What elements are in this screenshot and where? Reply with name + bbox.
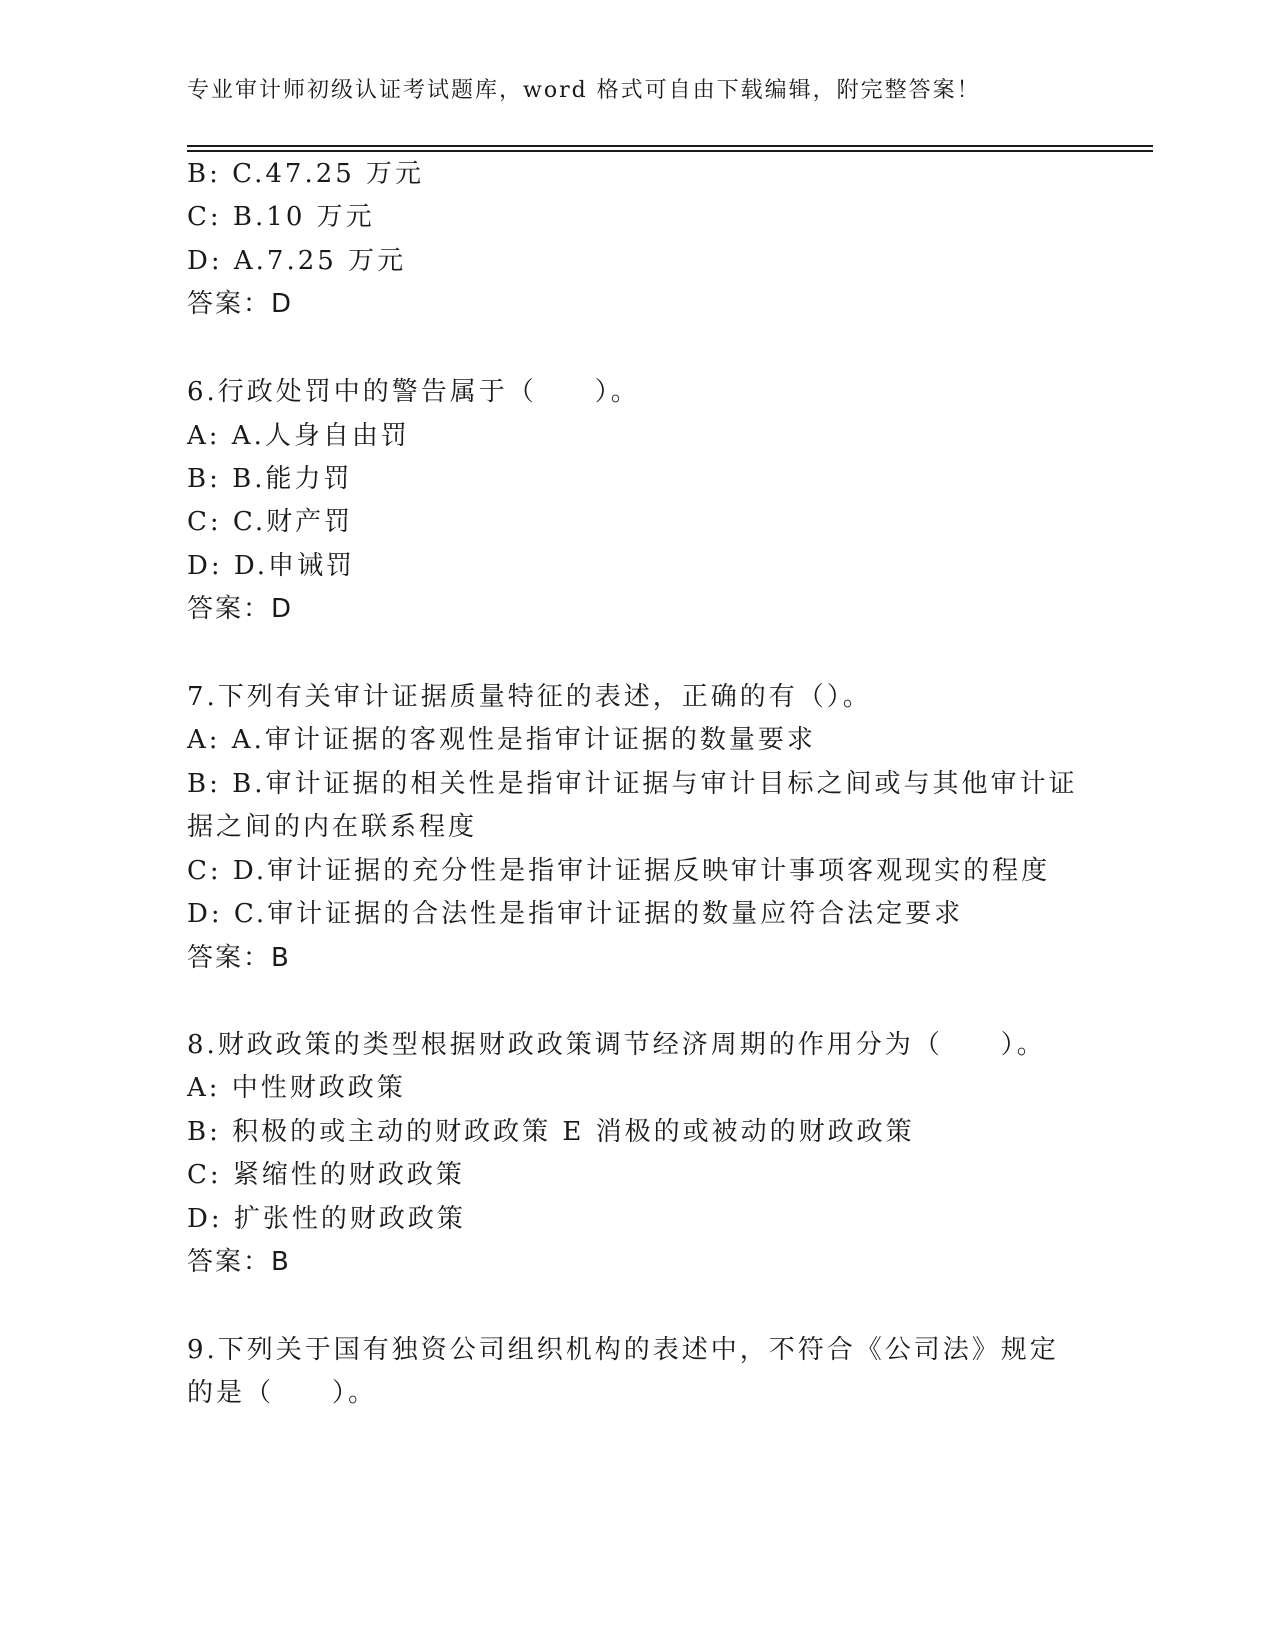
q6-option-d: D: D.申诫罚 xyxy=(187,551,356,581)
q7-option-b: B: B.审计证据的相关性是指审计证据与审计目标之间或与其他审计证 xyxy=(187,769,1078,799)
q7-option-c: C: D.审计证据的充分性是指审计证据反映审计事项客观现实的程度 xyxy=(187,856,1051,886)
q7-option-d: D: C.审计证据的合法性是指审计证据的数量应符合法定要求 xyxy=(187,899,964,929)
q6-option-a: A: A.人身自由罚 xyxy=(187,421,410,451)
header-divider-top xyxy=(187,145,1153,147)
q5-option-c: C: B.10 万元 xyxy=(187,202,375,232)
q5-option-d: D: A.7.25 万元 xyxy=(187,246,407,276)
q8-stem: 8.财政政策的类型根据财政政策调节经济周期的作用分为（ ）。 xyxy=(187,1030,1046,1060)
q9-stem: 9.下列关于国有独资公司组织机构的表述中，不符合《公司法》规定 xyxy=(187,1335,1059,1365)
q5-answer: 答案：D xyxy=(187,289,294,319)
q8-option-c: C: 紧缩性的财政政策 xyxy=(187,1160,465,1190)
q6-answer: 答案：D xyxy=(187,594,294,624)
q5-option-b: B: C.47.25 万元 xyxy=(187,159,425,189)
q7-option-a: A: A.审计证据的客观性是指审计证据的数量要求 xyxy=(187,725,816,755)
header-divider-bottom xyxy=(187,150,1153,152)
q7-stem: 7.下列有关审计证据质量特征的表述，正确的有（）。 xyxy=(187,682,872,712)
q8-option-d: D: 扩张性的财政政策 xyxy=(187,1204,466,1234)
q6-option-c: C: C.财产罚 xyxy=(187,507,354,537)
q6-option-b: B: B.能力罚 xyxy=(187,464,353,494)
q8-option-b: B: 积极的或主动的财政政策 E 消极的或被动的财政政策 xyxy=(187,1117,915,1147)
q9-stem-continued: 的是（ ）。 xyxy=(187,1378,378,1408)
q6-stem: 6.行政处罚中的警告属于（ ）。 xyxy=(187,377,640,407)
document-header: 专业审计师初级认证考试题库，word 格式可自由下载编辑，附完整答案！ xyxy=(187,78,981,103)
q8-option-a: A: 中性财政政策 xyxy=(187,1073,406,1103)
q7-option-b-continued: 据之间的内在联系程度 xyxy=(187,812,478,842)
q7-answer: 答案：B xyxy=(187,943,291,973)
q8-answer: 答案：B xyxy=(187,1247,291,1277)
